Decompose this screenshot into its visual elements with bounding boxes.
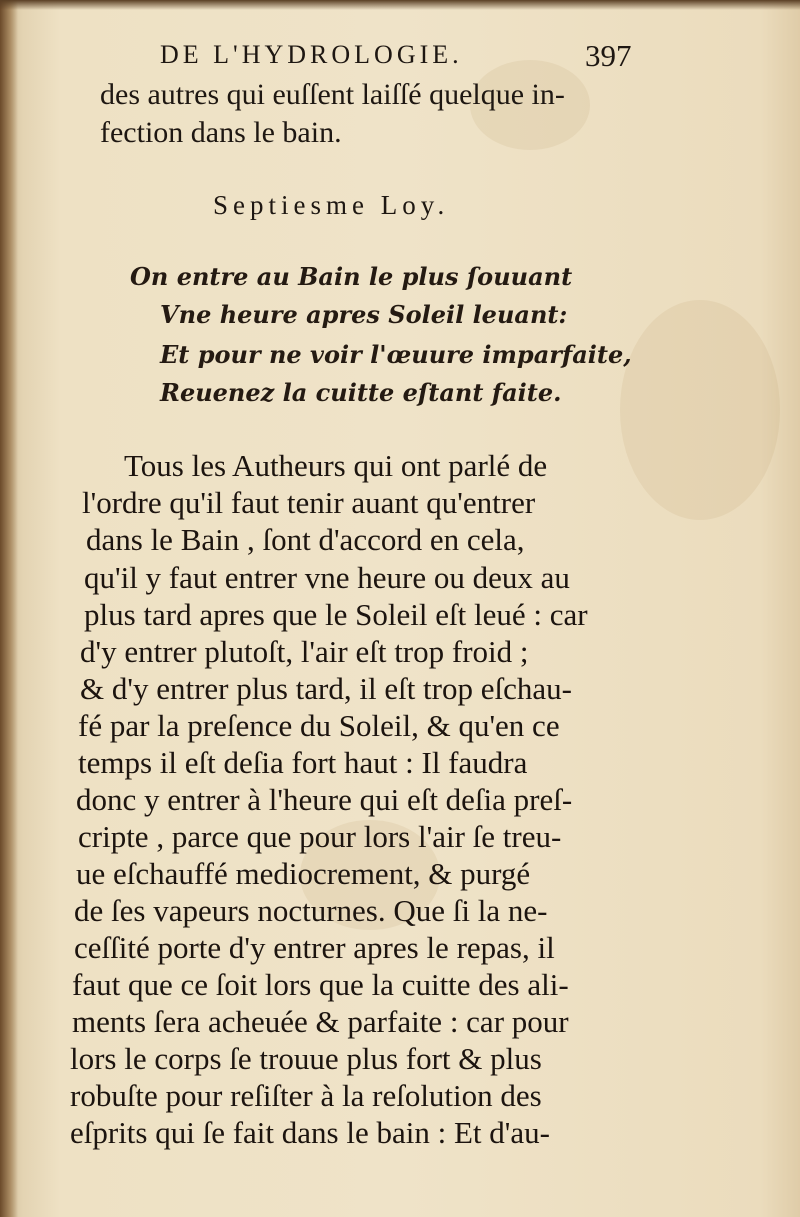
paragraph-line: robuſte pour reſiſter à la reſolution des	[70, 1078, 542, 1113]
paragraph-line: plus tard apres que le Soleil eſt leué : car	[84, 597, 588, 632]
paragraph-line: ceſſité porte d'y entrer apres le repas, il	[74, 930, 555, 965]
paragraph-line: eſprits qui ſe fait dans le bain : Et d'au-	[70, 1115, 550, 1150]
paragraph-line: faut que ce ſoit lors que la cuitte des ali-	[72, 967, 569, 1002]
paragraph-line: Tous les Autheurs qui ont parlé de	[124, 448, 548, 483]
paragraph-line: l'ordre qu'il faut tenir auant qu'entrer	[82, 485, 536, 520]
paragraph-line: qu'il y faut entrer vne heure ou deux au	[84, 560, 570, 595]
paragraph-line: de ſes vapeurs nocturnes. Que ſi la ne-	[74, 893, 548, 928]
paragraph-line: donc y entrer à l'heure qui eſt deſia preſ-	[76, 782, 573, 817]
paragraph-line: dans le Bain , ſont d'accord en cela,	[86, 522, 525, 557]
verse-line: Reuenez la cuitte eſtant faite.	[160, 378, 562, 407]
paragraph-line: cripte , parce que pour lors l'air ſe treu-	[78, 819, 562, 854]
section-title: Septiesme Loy.	[213, 190, 450, 220]
paragraph-line: fé par la preſence du Soleil, & qu'en ce	[78, 708, 560, 743]
paragraph-line: d'y entrer plutoſt, l'air eſt trop froid ;	[80, 634, 529, 669]
page-number: 397	[585, 38, 632, 73]
continuation-line: fection dans le bain.	[100, 116, 342, 149]
verse-line: Et pour ne voir l'œuure imparfaite,	[160, 340, 632, 369]
paragraph-line: & d'y entrer plus tard, il eſt trop eſchau-	[80, 671, 572, 706]
running-head: DE L'HYDROLOGIE.	[160, 40, 463, 69]
paragraph-line: ments ſera acheuée & parfaite : car pour	[72, 1004, 569, 1039]
continuation-line: des autres qui euſſent laiſſé quelque in-	[100, 78, 565, 111]
paragraph-line: lors le corps ſe trouue plus fort & plus	[70, 1041, 542, 1076]
verse-line: Vne heure apres Soleil leuant:	[160, 300, 568, 329]
paragraph-line: temps il eſt deſia fort haut : Il faudra	[78, 745, 528, 780]
paragraph-line: ue eſchauffé mediocrement, & purgé	[76, 856, 531, 891]
verse-line: On entre au Bain le plus ſouuant	[130, 262, 573, 291]
